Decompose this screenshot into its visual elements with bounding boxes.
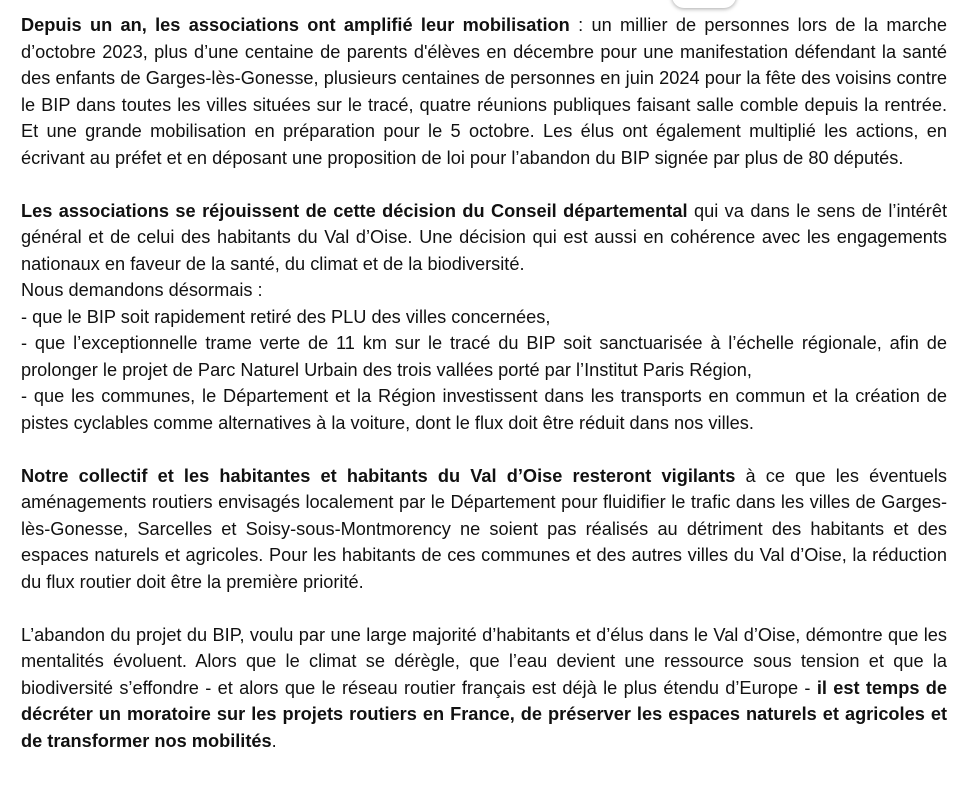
paragraph-mobilisation	[21, 12, 947, 171]
scroll-top-button[interactable]	[672, 0, 736, 8]
demands-intro: Nous demandons désormais :	[21, 280, 263, 300]
demand-item: - que le BIP soit rapidement retiré des PLU des villes concernées,	[21, 306, 551, 327]
demand-item: - que l’exceptionnelle trame verte de 11 km sur le tracé du BIP soit sanctuarisée à l’échelle régionale, afin de prolonger le projet de Parc Naturel Urbain des trois vallées porté par l’Institut Paris Région,	[21, 333, 947, 380]
paragraph-vigilance-lead: Notre collectif et les habitantes et habitants du Val d’Oise resteront vigilants	[21, 465, 736, 486]
paragraph-decision-lead: Les associations se réjouissent de cette décision du Conseil départemental	[21, 200, 688, 221]
paragraph-decision	[21, 198, 947, 437]
demand-item: - que les communes, le Département et la Région investissent dans les transports en commun et la création de pistes cyclables comme alternatives à la voiture, dont le flux doit être réduit dans nos villes.	[21, 386, 947, 433]
paragraph-vigilance-text: à ce que les éventuels aménagements routiers envisagés localement par le Département pour fluidifier le trafic dans les villes de Garges-lès-Gonesse, Sarcelles et Soisy-sous-Montmorency ne soient pas réalisés au détriment des habitants et des espaces naturels et agricoles. Pour les habitants de ces communes et des autres villes du Val d’Oise, la réduction du flux routier doit être la première priorité.	[21, 465, 947, 592]
paragraph-decision-text: qui va dans le sens de l’intérêt général et de celui des habitants du Val d’Oise. Une décision qui est aussi en cohérence avec les engagements nationaux en faveur de la santé, du climat et de la biodiversité.	[21, 200, 948, 274]
paragraph-vigilance	[21, 463, 947, 596]
paragraph-conclusion	[21, 622, 947, 755]
paragraph-conclusion-text: L’abandon du projet du BIP, voulu par une large majorité d’habitants et d’élus dans le Val d’Oise, démontre que les mentalités évoluent. Alors que le climat se dérègle, que l’eau devient une ressource sous tension et que la biodiversité s’effondre - et alors que le réseau routier français est déjà le plus étendu d’Europe -	[21, 624, 947, 698]
paragraph-conclusion-end: .	[271, 730, 277, 751]
paragraph-decision-intro	[21, 198, 947, 278]
paragraph-mobilisation-text: : un millier de personnes lors de la marche d’octobre 2023, plus d’une centaine de parents d'élèves en décembre pour une manifestation défendant la santé des enfants de Garges-lès-Gonesse, plusieurs centaines de personnes en juin 2024 pour la fête des voisins contre le BIP dans toutes les villes situées sur le tracé, quatre réunions publiques faisant salle comble depuis la rentrée. Et une grande mobilisation en préparation pour le 5 octobre. Les élus ont également multiplié les actions, en écrivant au préfet et en déposant une proposition de loi pour l’abandon du BIP signée par plus de 80 députés.	[21, 15, 947, 168]
paragraph-conclusion-emphasis: il est temps de décréter un moratoire sur les projets routiers en France, de préserver les espaces naturels et agricoles et de transformer nos mobilités	[21, 677, 947, 751]
article-body	[21, 12, 947, 781]
paragraph-mobilisation-lead: Depuis un an, les associations ont amplifié leur mobilisation	[21, 15, 570, 35]
